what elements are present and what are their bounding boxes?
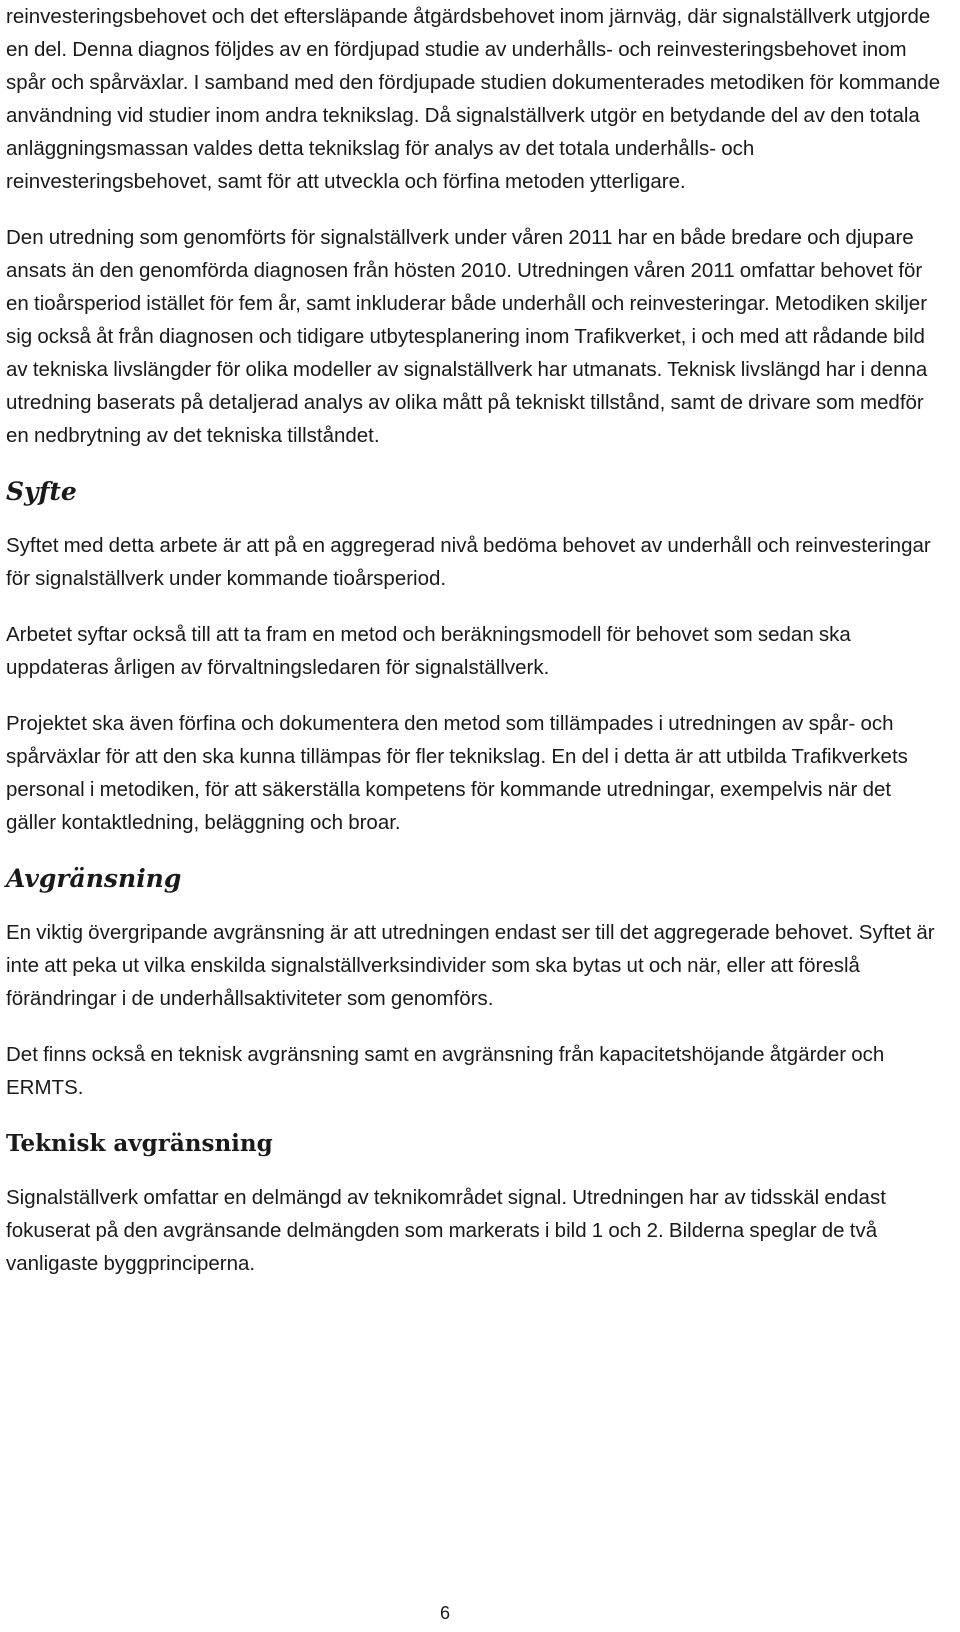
paragraph-syfte-1: Syftet med detta arbete är att på en aggregerad nivå bedöma behovet av underhåll och reinvesteringar för signalställverk under kommande tioårsperiod. [6, 534, 931, 590]
document-page [6, 0, 942, 1280]
page-number-text: 6 [439, 1603, 450, 1623]
heading-teknisk-avgransning: Teknisk avgränsning [6, 1130, 273, 1157]
paragraph-syfte-2: Arbetet syftar också till att ta fram en metod och beräkningsmodell för behovet som sedan ska uppdateras årligen av förvaltningsledaren för signalställverk. [6, 623, 851, 679]
paragraph-avgransning-2: Det finns också en teknisk avgränsning samt en avgränsning från kapacitetshöjande åtgärder och ERMTS. [6, 1043, 885, 1099]
heading-avgransning: Avgränsning [6, 864, 182, 893]
paragraph-avgransning-1: En viktig övergripande avgränsning är att utredningen endast ser till det aggregerade behovet. Syftet är inte att peka ut vilka enskilda signalställverksindivider som ska bytas ut och när, eller att föreslå förändringar i de underhållsaktiviteter som genomförs. [6, 921, 935, 1010]
page-number [0, 1602, 960, 1624]
paragraph-syfte-3: Projektet ska även förfina och dokumentera den metod som tillämpades i utredningen av spår- och spårväxlar för att den ska kunna tillämpas för fler teknikslag. En del i detta är att utbilda Trafikverkets personal i metodiken, för att säkerställa kompetens för kommande utredningar, exempelvis när det gäller kontaktledning, beläggning och broar. [6, 712, 908, 834]
paragraph-investigation: Den utredning som genomförts för signalställverk under våren 2011 har en både bredare och djupare ansats än den genomförda diagnosen från hösten 2010. Utredningen våren 2011 omfattar behovet för en tioårsperiod istället för fem år, samt inkluderar både underhåll och reinvesteringar. Metodiken skiljer sig också åt från diagnosen och tidigare utbytesplanering inom Trafikverket, i och med att rådande bild av tekniska livslängder för olika modeller av signalställverk har utmanats. Teknisk livslängd har i denna utredning baserats på detaljerad analys av olika mått på tekniskt tillstånd, samt de drivare som medför en nedbrytning av det tekniska tillståndet. [6, 226, 928, 447]
heading-syfte: Syfte [6, 477, 77, 506]
paragraph-background: reinvesteringsbehovet och det eftersläpande åtgärdsbehovet inom järnväg, där signalställverk utgjorde en del. Denna diagnos följdes av en fördjupad studie av underhålls- och reinvesteringsbehovet inom spår och spårväxlar. I samband med den fördjupade studien dokumenterades metodiken för kommande användning vid studier inom andra teknikslag. Då signalställverk utgör en betydande del av den totala anläggningsmassan valdes detta teknikslag för analys av det totala underhålls- och reinvesteringsbehovet, samt för att utveckla och förfina metoden ytterligare. [6, 5, 941, 193]
paragraph-teknisk-1: Signalställverk omfattar en delmängd av teknikområdet signal. Utredningen har av tidsskäl endast fokuserat på den avgränsande delmängden som markerats i bild 1 och 2. Bilderna speglar de två vanligaste byggprinciperna. [6, 1186, 886, 1275]
